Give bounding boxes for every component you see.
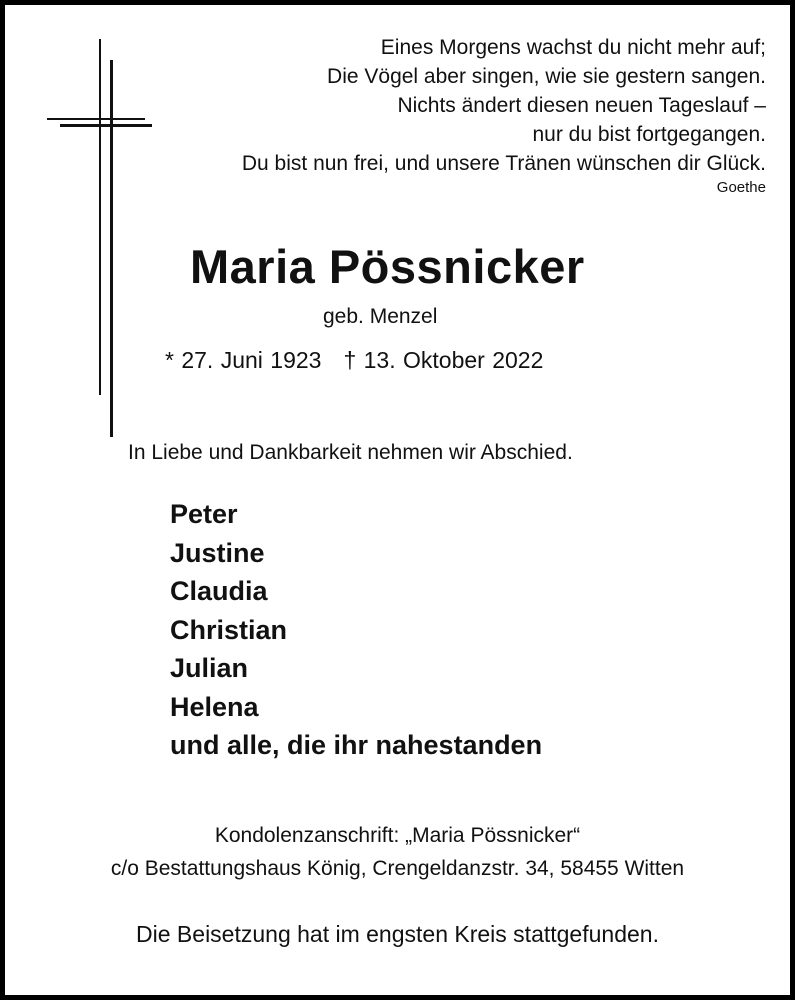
poem-line: nur du bist fortgegangen. xyxy=(532,123,766,146)
poem-line: Die Vögel aber singen, wie sie gestern sangen. xyxy=(327,65,766,88)
mourner: Peter xyxy=(170,499,238,529)
burial-note: Die Beisetzung hat im engsten Kreis stattgefunden. xyxy=(136,921,659,947)
birth-date: * 27. Juni 1923 xyxy=(165,347,322,373)
death-date: † 13. Oktober 2022 xyxy=(343,347,544,373)
poem xyxy=(242,33,766,198)
poem-line: Nichts ändert diesen neuen Tageslauf – xyxy=(397,94,766,117)
condolence-line: Kondolenzanschrift: „Maria Pössnicker“ xyxy=(214,824,581,847)
poem-line: Eines Morgens wachst du nicht mehr auf; xyxy=(380,36,766,59)
condolence-address xyxy=(5,819,790,885)
poem-line: Du bist nun frei, und unsere Tränen wünschen dir Glück. xyxy=(241,152,766,175)
mourner: Christian xyxy=(170,614,288,645)
mourner: Julian xyxy=(170,653,249,683)
mourner: Helena xyxy=(170,691,259,722)
life-dates xyxy=(165,347,543,374)
condolence-line: c/o Bestattungshaus König, Crengeldanzstr. 34, 58455 Witten xyxy=(110,857,685,880)
mourners-list xyxy=(170,495,542,765)
mourner: Claudia xyxy=(170,576,268,606)
farewell-text: In Liebe und Dankbarkeit nehmen wir Abschied. xyxy=(128,441,573,464)
poem-author: Goethe xyxy=(716,179,766,196)
mourner: Justine xyxy=(170,537,265,568)
mourner: und alle, die ihr nahestanden xyxy=(170,730,543,760)
deceased-name: Maria Pössnicker xyxy=(190,240,585,293)
maiden-name: geb. Menzel xyxy=(323,305,438,328)
